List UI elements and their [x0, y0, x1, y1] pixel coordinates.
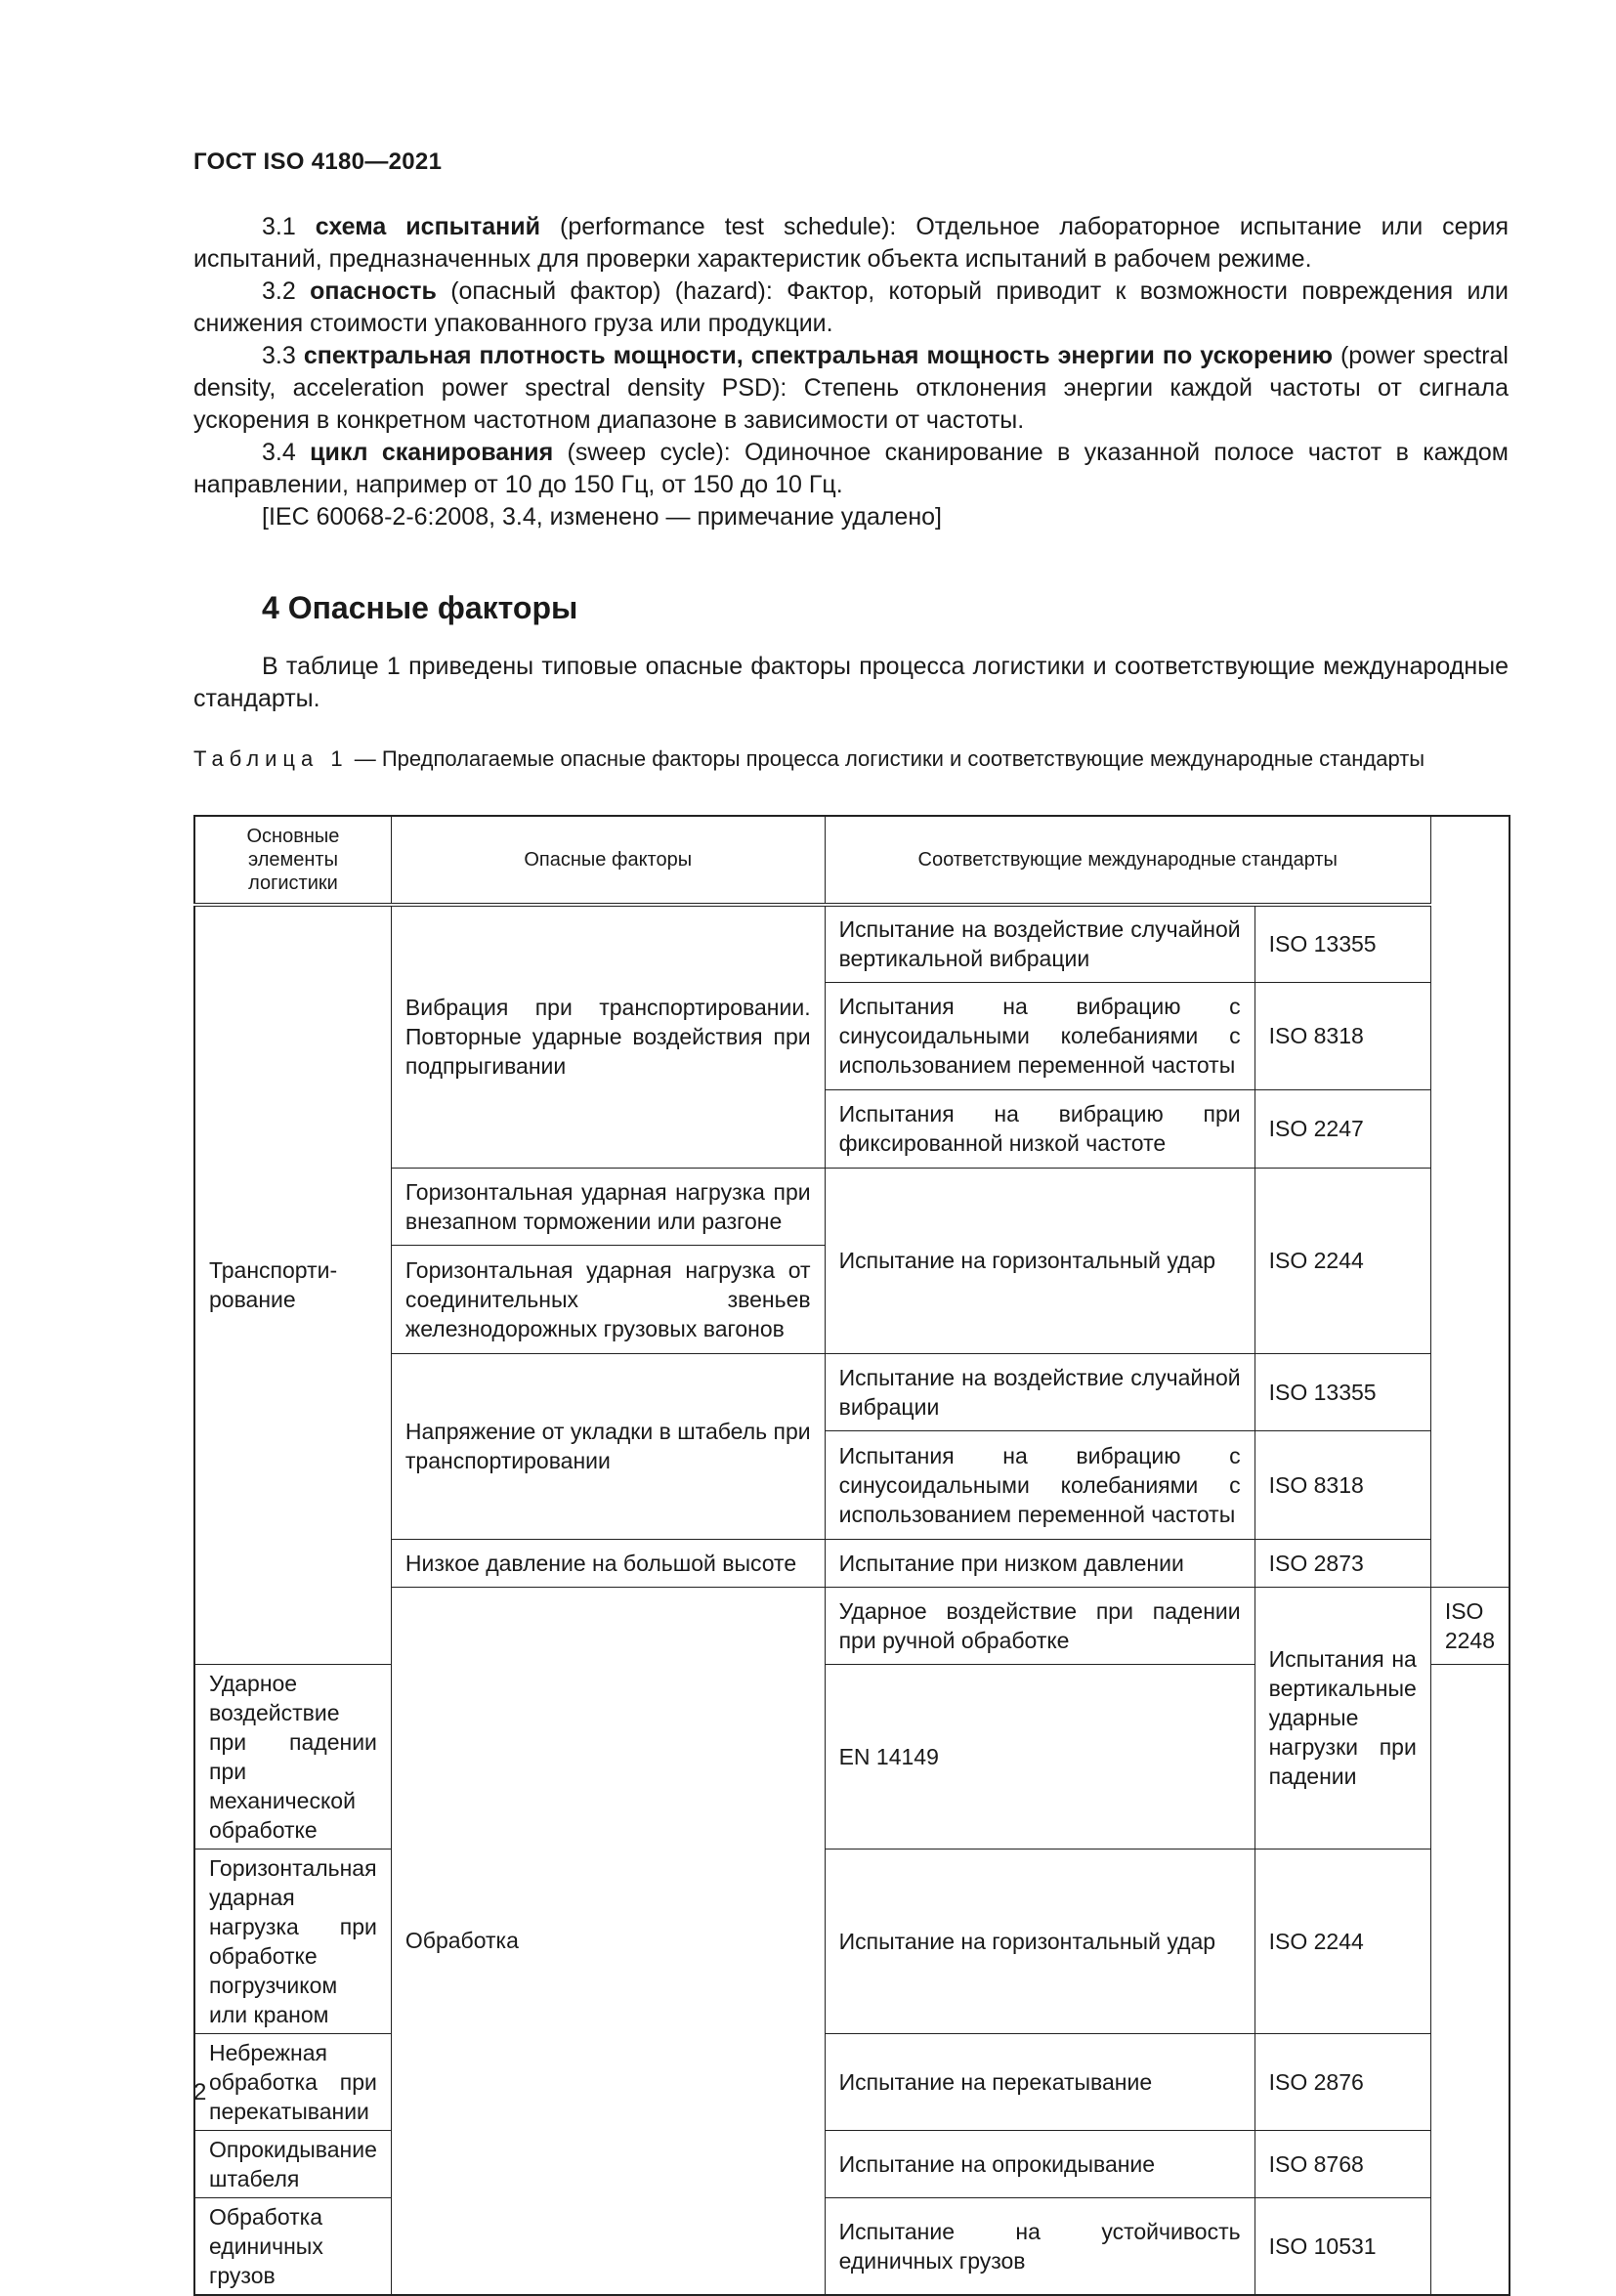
section-title: 4 Опасные факторы: [262, 590, 578, 625]
document-header: ГОСТ ISO 4180—2021: [193, 149, 443, 175]
hazard-cell: Ударное воздействие при падении при механической обработке: [194, 1664, 391, 1849]
table-row: [194, 905, 1510, 982]
definition-number: 3.2: [262, 277, 296, 305]
test-cell: Испытание на перекатывание: [825, 2033, 1255, 2130]
definition-term: опасность: [310, 277, 437, 305]
table-row: [194, 1168, 1510, 1245]
table-row: [194, 1539, 1510, 1587]
hazard-cell: Горизонтальная ударная нагрузка при обработке погрузчиком или краном: [194, 1849, 391, 2033]
test-cell: Испытания на вибрацию при фиксированной низкой частоте: [825, 1089, 1255, 1168]
test-cell: Испытание на воздействие случайной вертикальной вибрации: [825, 905, 1255, 982]
standard-cell: ISO 13355: [1255, 1353, 1430, 1430]
test-cell: Испытание на опрокидывание: [825, 2130, 1255, 2197]
definition-text: (опасный фактор) (hazard): Фактор, который приводит к возможности повреждения или снижения стоимости упакованного груза или продукции.: [193, 277, 1509, 337]
hazard-cell: Ударное воздействие при падении при ручной обработке: [825, 1587, 1255, 1664]
standard-cell: EN 14149: [825, 1664, 1255, 1849]
hazard-cell: Небрежная обработка при перекатывании: [194, 2033, 391, 2130]
test-cell: Испытания на вибрацию с синусоидальными колебаниями с использованием переменной частоты: [825, 982, 1255, 1089]
hazard-cell: Напряжение от укладки в штабель при транспортировании: [391, 1353, 825, 1539]
header-hazards: Опасные факторы: [391, 816, 825, 905]
test-cell: Испытание на устойчивость единичных грузов: [825, 2197, 1255, 2295]
standard-cell: ISO 8318: [1255, 1430, 1430, 1539]
table-header-row: [194, 816, 1510, 905]
group-handling: Обработка: [391, 1587, 825, 2295]
definition-text: (performance test schedule): Отдельное лабораторное испытание или серия испытаний, предназначенных для проверки характеристик объекта испытаний в рабочем режиме.: [193, 213, 1509, 273]
table-row: [194, 1353, 1510, 1430]
section-intro: В таблице 1 приведены типовые опасные факторы процесса логистики и соответствующие международные стандарты.: [193, 653, 1509, 712]
test-cell: Испытание на горизонтальный удар: [825, 1849, 1255, 2033]
definition-term: спектральная плотность мощности, спектральная мощность энергии по ускорению: [303, 342, 1333, 369]
definition-number: 3.4: [262, 439, 296, 466]
standard-cell: ISO 10531: [1255, 2197, 1430, 2295]
definitions-block: [193, 211, 1509, 533]
test-cell: Испытание при низком давлении: [825, 1539, 1255, 1587]
header-standards: Соответствующие международные стандарты: [825, 816, 1430, 905]
table-caption-label: Таблица 1: [193, 746, 349, 771]
page-number: 2: [193, 2079, 207, 2105]
definition-term: схема испытаний: [315, 213, 540, 240]
table-caption-text: — Предполагаемые опасные факторы процесса логистики и соответствующие международные стандарты: [348, 746, 1425, 771]
hazard-cell: Опрокидывание штабеля: [194, 2130, 391, 2197]
hazard-cell: Обработка единичных грузов: [194, 2197, 391, 2295]
test-cell: Испытание на горизонтальный удар: [825, 1168, 1255, 1353]
definition-3-3: [193, 340, 1509, 437]
test-cell: Испытания на вибрацию с синусоидальными колебаниями с использованием переменной частоты: [825, 1430, 1255, 1539]
test-cell: Испытания на вертикальные ударные нагрузки при падении: [1255, 1587, 1430, 1849]
definition-number: 3.1: [262, 213, 296, 240]
definition-text: (sweep cycle): Одиночное сканирование в указанной полосе частот в каждом направлении, например от 10 до 150 Гц, от 150 до 10 Гц.: [193, 439, 1509, 498]
definition-3-2: [193, 276, 1509, 340]
standard-cell: ISO 2248: [1430, 1587, 1510, 1664]
test-cell: Испытание на воздействие случайной вибрации: [825, 1353, 1255, 1430]
hazards-table: [193, 815, 1510, 2296]
table-row: [194, 1587, 1510, 1664]
definition-term: цикл сканирования: [310, 439, 554, 466]
standard-cell: ISO 2244: [1255, 1168, 1430, 1353]
definition-number: 3.3: [262, 342, 296, 369]
hazard-cell: Горизонтальная ударная нагрузка при внезапном торможении или разгоне: [391, 1168, 825, 1245]
standard-cell: ISO 8768: [1255, 2130, 1430, 2197]
group-transportation: Транспорти-рование: [194, 905, 391, 1664]
header-logistics-elements: Основные элементы логистики: [194, 816, 391, 905]
hazard-cell: Горизонтальная ударная нагрузка от соединительных звеньев железнодорожных грузовых вагонов: [391, 1245, 825, 1353]
definition-reference: [IEC 60068-2-6:2008, 3.4, изменено — примечание удалено]: [262, 503, 942, 531]
hazard-cell: Вибрация при транспортировании. Повторные ударные воздействия при подпрыгивании: [391, 905, 825, 1168]
standard-cell: ISO 2873: [1255, 1539, 1430, 1587]
definition-text: (power spectral density, acceleration power spectral density PSD): Степень отклонения энергии каждой частоты от сигнала ускорения в конкретном частотном диапазоне в зависимости от частоты.: [193, 342, 1509, 434]
hazard-cell: Низкое давление на большой высоте: [391, 1539, 825, 1587]
standard-cell: ISO 13355: [1255, 905, 1430, 982]
standard-cell: ISO 2247: [1255, 1089, 1430, 1168]
standard-cell: ISO 8318: [1255, 982, 1430, 1089]
definition-3-4: [193, 437, 1509, 501]
table-caption: [193, 744, 1509, 773]
standard-cell: ISO 2244: [1255, 1849, 1430, 2033]
standard-cell: ISO 2876: [1255, 2033, 1430, 2130]
definition-3-1: [193, 211, 1509, 276]
